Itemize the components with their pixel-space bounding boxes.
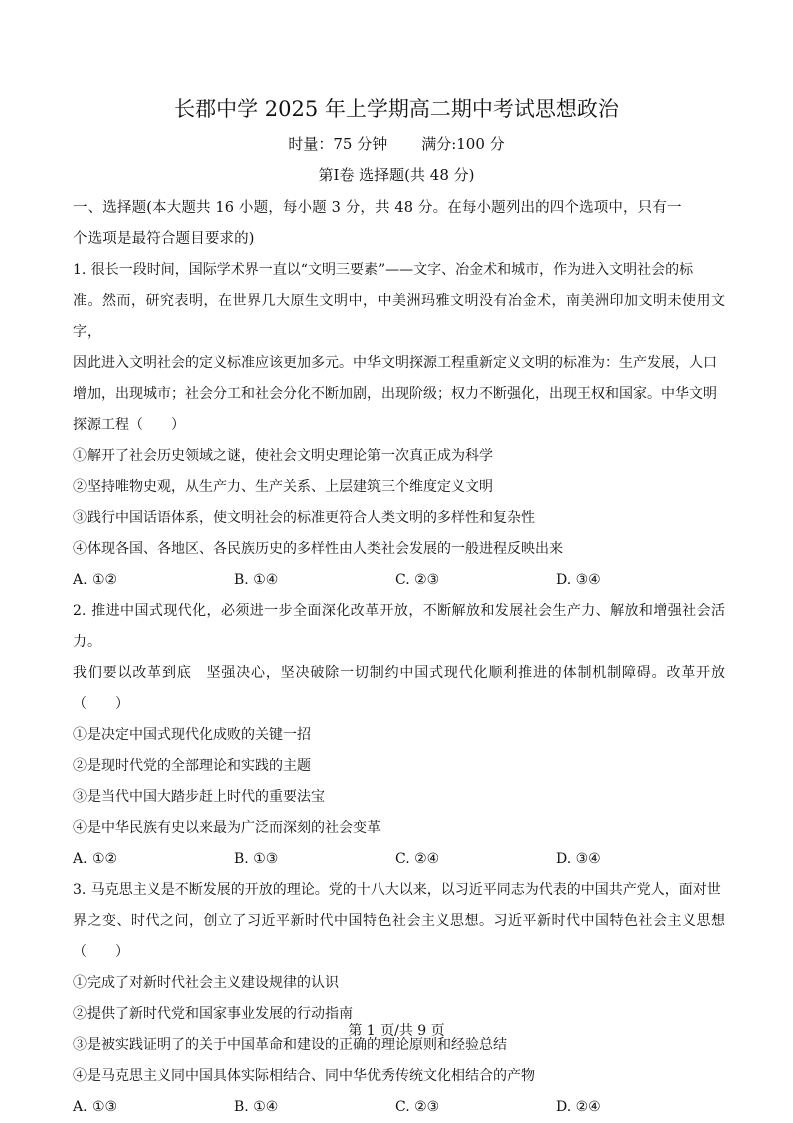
question-stem-line: 增加，出现城市；社会分工和社会分化不断加剧，出现阶级；权力不断强化，出现王权和国家。中华文明: [73, 386, 717, 402]
question-stem-line: 准。然而，研究表明，在世界几大原生文明中，中美洲玛雅文明没有冶金术，南美洲印加文明未使用文字，: [73, 293, 725, 340]
statement-option: ①是决定中国式现代化成败的关键一招: [73, 727, 311, 743]
question-stem-line: 2. 推进中国式现代化，必须进一步全面深化改革开放，不断解放和发展社会生产力、解放和增强社会活力。: [73, 603, 725, 650]
question-stem-line: 探源工程（ ）: [73, 417, 185, 433]
answer-choice-d: D. ③④: [556, 572, 601, 588]
statement-option: ④体现各国、各地区、各民族历史的多样性由人类社会发展的一般进程反映出来: [73, 541, 563, 557]
statement-option: ②坚持唯物史观，从生产力、生产关系、上层建筑三个维度定义文明: [73, 479, 493, 495]
question-area: [73, 193, 725, 1123]
statement-option: ③是当代中国大踏步赶上时代的重要法宝: [73, 789, 325, 805]
answer-choice-c: C. ②③: [395, 1099, 440, 1115]
question-1: [73, 255, 725, 596]
question-stem-line: 界之变、时代之问，创立了习近平新时代中国特色社会主义思想。习近平新时代中国特色社会主义思想（ ）: [73, 913, 725, 960]
statement-option: ④是马克思主义同中国具体实际相结合、同中华优秀传统文化相结合的产物: [73, 1068, 535, 1084]
answer-choice-c: C. ②③: [395, 572, 440, 588]
answer-choice-a: A. ①②: [73, 572, 118, 588]
statement-option: ④是中华民族有史以来最为广泛而深刻的社会变革: [73, 820, 381, 836]
section-heading-line: 一、选择题(本大题共 16 小题，每小题 3 分，共 48 分。在每小题列出的四个选项中，只有一: [73, 200, 682, 216]
question-stem-line: 我们要以改革到底 坚强决心，坚决破除一切制约中国式现代化顺利推进的体制机制障碍。改革开放（ ）: [73, 665, 725, 712]
answer-choice-a: A. ①②: [73, 851, 118, 867]
answer-choice-d: D. ②④: [556, 1099, 601, 1115]
question-stem-line: 因此进入文明社会的定义标准应该更加多元。中华文明探源工程重新定义文明的标准为：生产发展，人口: [73, 355, 717, 371]
answer-choices: [73, 844, 725, 875]
statement-option: ①完成了对新时代社会主义建设规律的认识: [73, 975, 339, 991]
answer-choices: [73, 565, 725, 596]
answer-choice-c: C. ②④: [395, 851, 440, 867]
page-title: 长郡中学 2025 年上学期高二期中考试思想政治: [174, 97, 619, 121]
answer-choice-a: A. ①③: [73, 1099, 118, 1115]
page-number: 第 1 页/共 9 页: [348, 1023, 445, 1039]
statement-option: ③是被实践证明了的关于中国革命和建设的正确的理论原则和经验总结: [73, 1037, 507, 1053]
answer-choice-b: B. ①④: [234, 1099, 279, 1115]
part-heading: 第Ⅰ卷 选择题(共 48 分): [318, 166, 475, 184]
answer-choice-d: D. ③④: [556, 851, 601, 867]
question-stem-line: 3. 马克思主义是不断发展的开放的理论。党的十八大以来，以习近平同志为代表的中国共产党人，面对世: [73, 882, 721, 898]
answer-choice-b: B. ①④: [234, 572, 279, 588]
full-score: 满分:100 分: [421, 135, 505, 153]
time-limit: 时量：75 分钟: [288, 135, 388, 153]
statement-option: ②提供了新时代党和国家事业发展的行动指南: [73, 1006, 353, 1022]
answer-choice-b: B. ①③: [234, 851, 279, 867]
question-3: [73, 875, 725, 1123]
question-stem-line: 1. 很长一段时间，国际学术界一直以“文明三要素”——文字、冶金术和城市，作为进入文明社会的标: [73, 262, 694, 278]
statement-option: ②是现时代党的全部理论和实践的主题: [73, 758, 311, 774]
section-heading-line: 个选项是最符合题目要求的): [73, 231, 255, 247]
answer-choices: [73, 1092, 725, 1123]
statement-option: ①解开了社会历史领域之谜，使社会文明史理论第一次真正成为科学: [73, 448, 493, 464]
exam-meta: [0, 132, 793, 156]
question-2: [73, 596, 725, 875]
statement-option: ③践行中国话语体系，使文明社会的标准更符合人类文明的多样性和复杂性: [73, 510, 535, 526]
